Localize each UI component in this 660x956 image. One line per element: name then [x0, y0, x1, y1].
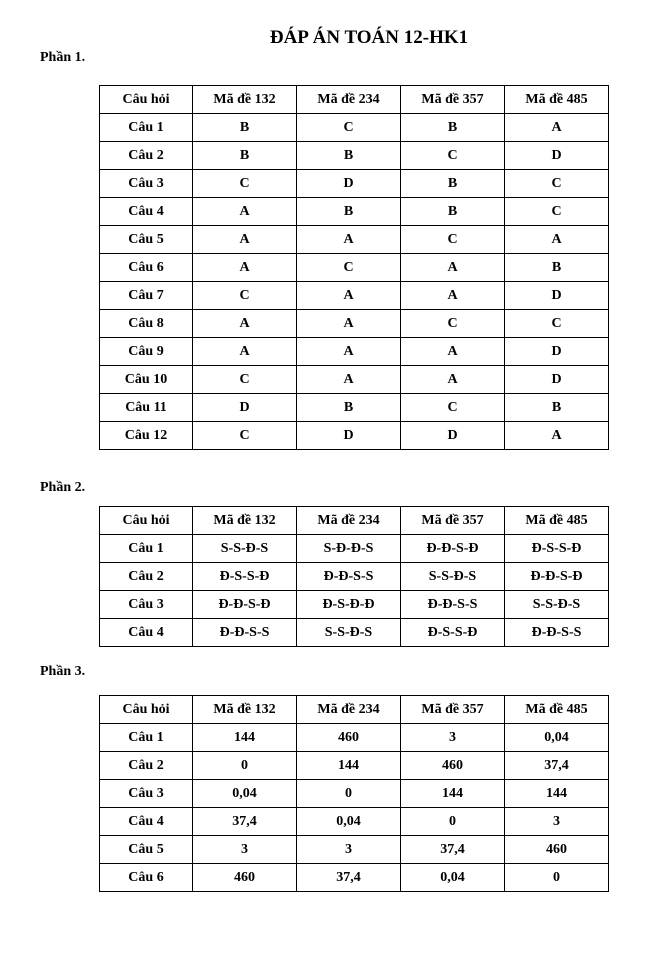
- answer-cell: B: [193, 142, 297, 170]
- answer-cell: Đ-Đ-S-S: [297, 563, 401, 591]
- table-row: [100, 366, 609, 394]
- table-row: [100, 170, 609, 198]
- table-header-row: [100, 507, 609, 535]
- answer-cell: 0,04: [297, 808, 401, 836]
- answer-cell: A: [401, 338, 505, 366]
- column-header-exam-code: Mã đề 234: [297, 507, 401, 535]
- column-header-exam-code: Mã đề 485: [505, 696, 609, 724]
- answer-cell: 0,04: [193, 780, 297, 808]
- answer-cell: 3: [505, 808, 609, 836]
- question-cell: Câu 11: [100, 394, 193, 422]
- answer-cell: 460: [505, 836, 609, 864]
- answer-cell: Đ-S-S-Đ: [193, 563, 297, 591]
- answer-cell: A: [193, 198, 297, 226]
- question-cell: Câu 1: [100, 724, 193, 752]
- answer-cell: D: [297, 170, 401, 198]
- answer-cell: Đ-Đ-S-Đ: [401, 535, 505, 563]
- answer-cell: Đ-S-S-Đ: [505, 535, 609, 563]
- column-header-question: Câu hỏi: [100, 696, 193, 724]
- answer-cell: C: [505, 310, 609, 338]
- answer-cell: C: [297, 114, 401, 142]
- question-cell: Câu 3: [100, 780, 193, 808]
- question-cell: Câu 4: [100, 198, 193, 226]
- part-1-table: [99, 85, 609, 450]
- answer-cell: A: [193, 226, 297, 254]
- part-2-label: Phần 2.: [40, 480, 86, 495]
- table-header-row: [100, 86, 609, 114]
- answer-cell: C: [401, 394, 505, 422]
- answer-cell: 3: [193, 836, 297, 864]
- table-row: [100, 619, 609, 647]
- question-cell: Câu 1: [100, 114, 193, 142]
- answer-cell: B: [505, 394, 609, 422]
- question-cell: Câu 7: [100, 282, 193, 310]
- answer-cell: B: [193, 114, 297, 142]
- table-row: [100, 724, 609, 752]
- question-cell: Câu 5: [100, 836, 193, 864]
- table-row: [100, 563, 609, 591]
- page-title: ĐÁP ÁN TOÁN 12-HK1: [269, 27, 469, 48]
- answer-cell: B: [297, 198, 401, 226]
- answer-cell: 37,4: [505, 752, 609, 780]
- answer-cell: Đ-Đ-S-S: [401, 591, 505, 619]
- answer-cell: A: [401, 282, 505, 310]
- question-cell: Câu 12: [100, 422, 193, 450]
- answer-cell: C: [193, 422, 297, 450]
- table-row: [100, 198, 609, 226]
- answer-cell: A: [297, 338, 401, 366]
- answer-cell: C: [193, 282, 297, 310]
- answer-cell: D: [193, 394, 297, 422]
- answer-cell: 460: [193, 864, 297, 892]
- question-cell: Câu 6: [100, 254, 193, 282]
- answer-cell: 144: [297, 752, 401, 780]
- answer-cell: S-S-Đ-S: [193, 535, 297, 563]
- table-row: [100, 310, 609, 338]
- answer-cell: 37,4: [297, 864, 401, 892]
- answer-cell: 3: [297, 836, 401, 864]
- answer-cell: A: [193, 310, 297, 338]
- answer-cell: S-Đ-Đ-S: [297, 535, 401, 563]
- table-row: [100, 394, 609, 422]
- answer-cell: Đ-S-S-Đ: [401, 619, 505, 647]
- table-row: [100, 114, 609, 142]
- question-cell: Câu 5: [100, 226, 193, 254]
- answer-cell: C: [401, 142, 505, 170]
- answer-cell: A: [297, 310, 401, 338]
- answer-cell: C: [505, 198, 609, 226]
- answer-cell: C: [193, 170, 297, 198]
- question-cell: Câu 3: [100, 170, 193, 198]
- question-cell: Câu 3: [100, 591, 193, 619]
- answer-cell: D: [505, 366, 609, 394]
- table-row: [100, 808, 609, 836]
- table-row: [100, 142, 609, 170]
- answer-cell: D: [401, 422, 505, 450]
- answer-cell: D: [505, 282, 609, 310]
- answer-cell: B: [401, 170, 505, 198]
- answer-cell: A: [505, 422, 609, 450]
- table-row: [100, 591, 609, 619]
- column-header-exam-code: Mã đề 234: [297, 696, 401, 724]
- column-header-exam-code: Mã đề 234: [297, 86, 401, 114]
- answer-cell: A: [193, 254, 297, 282]
- question-cell: Câu 2: [100, 752, 193, 780]
- answer-cell: 37,4: [401, 836, 505, 864]
- question-cell: Câu 4: [100, 619, 193, 647]
- table-row: [100, 338, 609, 366]
- answer-cell: 0,04: [505, 724, 609, 752]
- column-header-question: Câu hỏi: [100, 507, 193, 535]
- question-cell: Câu 1: [100, 535, 193, 563]
- answer-cell: S-S-Đ-S: [297, 619, 401, 647]
- answer-cell: 0: [297, 780, 401, 808]
- table-header-row: [100, 696, 609, 724]
- answer-cell: 144: [401, 780, 505, 808]
- answer-cell: A: [401, 254, 505, 282]
- question-cell: Câu 4: [100, 808, 193, 836]
- question-cell: Câu 10: [100, 366, 193, 394]
- answer-cell: Đ-Đ-S-S: [505, 619, 609, 647]
- answer-cell: A: [297, 226, 401, 254]
- answer-cell: D: [297, 422, 401, 450]
- answer-cell: A: [505, 226, 609, 254]
- answer-cell: A: [193, 338, 297, 366]
- answer-cell: Đ-Đ-S-Đ: [505, 563, 609, 591]
- answer-cell: C: [505, 170, 609, 198]
- table-row: [100, 752, 609, 780]
- part-1-label: Phần 1.: [40, 50, 86, 65]
- answer-cell: C: [401, 310, 505, 338]
- table-row: [100, 780, 609, 808]
- answer-cell: 0: [505, 864, 609, 892]
- answer-cell: 144: [193, 724, 297, 752]
- answer-cell: B: [401, 198, 505, 226]
- answer-cell: 0: [193, 752, 297, 780]
- table-row: [100, 226, 609, 254]
- answer-cell: D: [505, 338, 609, 366]
- part-2-table: [99, 506, 609, 647]
- answer-cell: 0: [401, 808, 505, 836]
- question-cell: Câu 8: [100, 310, 193, 338]
- question-cell: Câu 2: [100, 563, 193, 591]
- column-header-exam-code: Mã đề 485: [505, 507, 609, 535]
- answer-cell: 144: [505, 780, 609, 808]
- answer-cell: B: [401, 114, 505, 142]
- answer-cell: 460: [401, 752, 505, 780]
- answer-cell: B: [297, 142, 401, 170]
- question-cell: Câu 9: [100, 338, 193, 366]
- column-header-exam-code: Mã đề 132: [193, 696, 297, 724]
- part-3-table: [99, 695, 609, 892]
- table-row: [100, 254, 609, 282]
- answer-cell: 3: [401, 724, 505, 752]
- answer-cell: Đ-Đ-S-S: [193, 619, 297, 647]
- column-header-exam-code: Mã đề 485: [505, 86, 609, 114]
- column-header-exam-code: Mã đề 357: [401, 86, 505, 114]
- table-row: [100, 535, 609, 563]
- column-header-exam-code: Mã đề 357: [401, 507, 505, 535]
- answer-cell: Đ-S-Đ-Đ: [297, 591, 401, 619]
- answer-cell: A: [505, 114, 609, 142]
- answer-cell: S-S-Đ-S: [505, 591, 609, 619]
- table-row: [100, 282, 609, 310]
- question-cell: Câu 2: [100, 142, 193, 170]
- answer-cell: C: [193, 366, 297, 394]
- part-3-label: Phần 3.: [40, 664, 86, 679]
- answer-cell: B: [297, 394, 401, 422]
- table-row: [100, 836, 609, 864]
- answer-cell: A: [297, 366, 401, 394]
- answer-cell: B: [505, 254, 609, 282]
- answer-cell: C: [297, 254, 401, 282]
- answer-cell: A: [401, 366, 505, 394]
- answer-cell: S-S-Đ-S: [401, 563, 505, 591]
- column-header-exam-code: Mã đề 357: [401, 696, 505, 724]
- table-row: [100, 422, 609, 450]
- column-header-question: Câu hỏi: [100, 86, 193, 114]
- answer-cell: C: [401, 226, 505, 254]
- column-header-exam-code: Mã đề 132: [193, 86, 297, 114]
- table-row: [100, 864, 609, 892]
- answer-cell: 37,4: [193, 808, 297, 836]
- answer-cell: A: [297, 282, 401, 310]
- question-cell: Câu 6: [100, 864, 193, 892]
- answer-cell: Đ-Đ-S-Đ: [193, 591, 297, 619]
- answer-cell: D: [505, 142, 609, 170]
- answer-cell: 0,04: [401, 864, 505, 892]
- column-header-exam-code: Mã đề 132: [193, 507, 297, 535]
- answer-cell: 460: [297, 724, 401, 752]
